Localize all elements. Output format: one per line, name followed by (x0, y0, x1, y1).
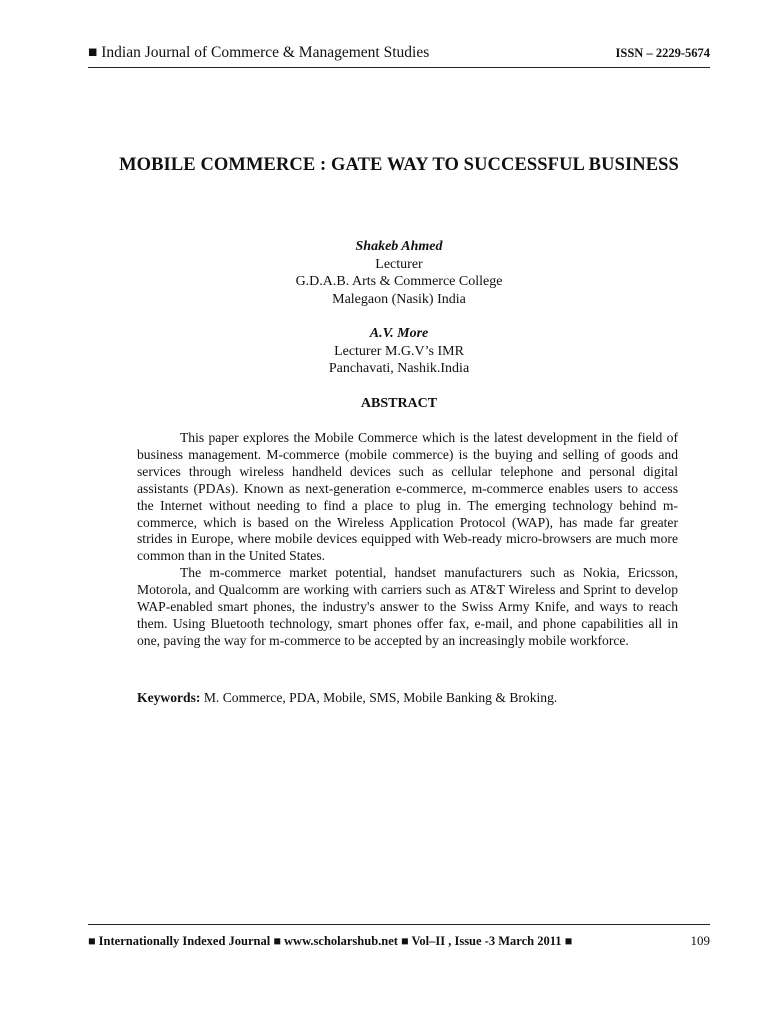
running-footer (88, 924, 710, 949)
author-affiliation-line: Panchavati, Nashik.India (328, 361, 470, 376)
keywords-text: M. Commerce, PDA, Mobile, SMS, Mobile Banking & Broking. (200, 690, 558, 705)
keywords-label: Keywords: (137, 690, 201, 705)
page-number: 109 (690, 933, 710, 948)
author-affiliation-line: Malegaon (Nasik) India (332, 291, 466, 307)
running-header (88, 44, 710, 68)
keywords (137, 690, 678, 706)
author-name: A.V. More (369, 326, 429, 341)
author-name: Shakeb Ahmed (355, 239, 443, 254)
issn: ISSN – 2229-5674 (615, 46, 710, 60)
author-affiliation-line: Lecturer M.G.V’s IMR (334, 343, 464, 359)
author-affiliation-line: G.D.A.B. Arts & Commerce College (295, 274, 503, 289)
abstract-paragraph: The m-commerce market potential, handset manufacturers such as Nokia, Ericsson, Motorola, and Qualcomm are working with carriers such as AT&T Wireless and Sprint to develop WAP-enabled smart phones, the industry's answer to the Swiss Army Knife, and ways to reach them. Using Bluetooth technology, smart phones offer fax, e-mail, and phone capabilities all in one, paving the way for m-commerce to be accepted by an increasingly mobile workforce. (137, 565, 678, 648)
abstract-heading: ABSTRACT (360, 396, 438, 411)
paper-title: MOBILE COMMERCE : GATE WAY TO SUCCESSFUL BUSINESS (119, 155, 679, 175)
footer-journal-info: ■ Internationally Indexed Journal ■ www.scholarshub.net ■ Vol–II , Issue -3 March 2011 ■ (88, 934, 573, 948)
author-block (88, 238, 710, 378)
journal-name: ■ Indian Journal of Commerce & Management Studies (88, 44, 430, 61)
author-affiliation-line: Lecturer (375, 256, 423, 272)
abstract-body (137, 430, 678, 650)
abstract-paragraph: This paper explores the Mobile Commerce which is the latest development in the field of business management. M-commerce (mobile commerce) is the buying and selling of goods and services through wireless handheld devices such as cellular telephone and personal digital assistants (PDAs). Known as next-generation e-commerce, m-commerce enables users to access the Internet without needing to find a place to plug in. The emerging technology behind m-commerce, which is based on the Wireless Application Protocol (WAP), has made far greater strides in Europe, where mobile devices equipped with Web-ready micro-browsers are much more common than in the United States. (137, 430, 678, 564)
